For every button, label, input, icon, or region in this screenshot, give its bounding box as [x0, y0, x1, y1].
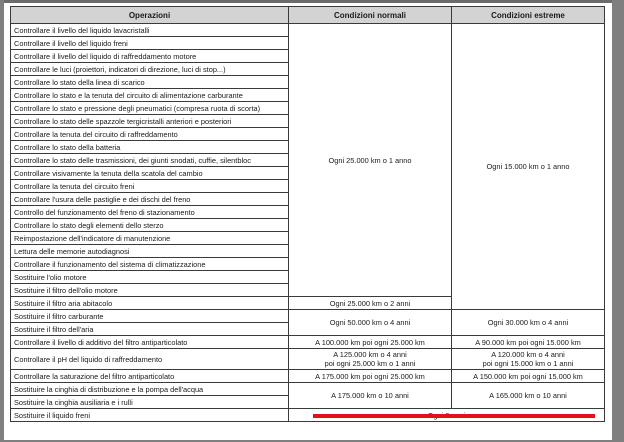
table-row — [11, 383, 605, 396]
operation-cell: Controllare lo stato e pressione degli pneumatici (compresa ruota di scorta) — [11, 102, 289, 115]
interval-normal-cell: A 100.000 km poi ogni 25.000 km — [289, 336, 452, 349]
operation-cell: Controllare lo stato degli elementi dello sterzo — [11, 219, 289, 232]
header-row — [11, 7, 605, 24]
interval-line: poi ogni 25.000 km o 1 anni — [324, 359, 416, 368]
operation-cell: Controllare visivamente la tenuta della scatola del cambio — [11, 167, 289, 180]
header-operations: Operazioni — [11, 7, 289, 24]
operation-cell: Controllo del funzionamento del freno di stazionamento — [11, 206, 289, 219]
interval-normal-cell: Ogni 25.000 km o 2 anni — [289, 297, 452, 310]
interval-normal-cell — [289, 349, 452, 370]
operation-cell: Controllare il pH del liquido di raffreddamento — [11, 349, 289, 370]
operation-cell: Sostituire il filtro dell'olio motore — [11, 284, 289, 297]
header-normal-conditions: Condizioni normali — [289, 7, 452, 24]
interval-normal-cell: Ogni 50.000 km o 4 anni — [289, 310, 452, 336]
operation-cell: Controllare la tenuta del circuito freni — [11, 180, 289, 193]
interval-extreme-cell: Ogni 30.000 km o 4 anni — [452, 310, 605, 336]
operation-cell: Sostituire la cinghia ausiliaria e i rulli — [11, 396, 289, 409]
table-row — [11, 349, 605, 370]
operation-cell: Controllare lo stato delle trasmissioni, dei giunti snodati, cuffie, silentbloc — [11, 154, 289, 167]
operation-cell: Controllare lo stato delle spazzole tergicristalli anteriori e posteriori — [11, 115, 289, 128]
operation-cell: Reimpostazione dell'indicatore di manutenzione — [11, 232, 289, 245]
operation-cell: Controllare il livello del liquido freni — [11, 37, 289, 50]
top-edge — [4, 0, 612, 3]
table-row — [11, 24, 605, 37]
operation-cell: Controllare la tenuta del circuito di raffreddamento — [11, 128, 289, 141]
interval-line: A 125.000 km o 4 anni — [333, 350, 407, 359]
interval-extreme-cell: A 165.000 km o 10 anni — [452, 383, 605, 409]
operation-cell: Sostituire la cinghia di distribuzione e la pompa dell'acqua — [11, 383, 289, 396]
operation-cell: Sostituire il liquido freni — [11, 409, 289, 422]
operation-cell: Sostituire il filtro carburante — [11, 310, 289, 323]
interval-extreme-cell: A 150.000 km poi ogni 15.000 km — [452, 370, 605, 383]
operation-cell: Sostituire l'olio motore — [11, 271, 289, 284]
operation-cell: Controllare l'usura delle pastiglie e dei dischi del freno — [11, 193, 289, 206]
table-row — [11, 370, 605, 383]
interval-line: poi ogni 15.000 km o 1 anni — [482, 359, 574, 368]
operation-cell: Controllare il livello del liquido lavacristalli — [11, 24, 289, 37]
interval-extreme-cell: Ogni 15.000 km o 1 anno — [452, 24, 605, 310]
operation-cell: Sostituire il filtro aria abitacolo — [11, 297, 289, 310]
interval-normal-cell: Ogni 25.000 km o 1 anno — [289, 24, 452, 297]
interval-line: A 120.000 km o 4 anni — [491, 350, 565, 359]
highlight-underline — [313, 414, 595, 418]
interval-extreme-cell: A 90.000 km poi ogni 15.000 km — [452, 336, 605, 349]
operation-cell: Controllare la saturazione del filtro antiparticolato — [11, 370, 289, 383]
operation-cell: Controllare le luci (proiettori, indicatori di direzione, luci di stop...) — [11, 63, 289, 76]
operation-cell: Controllare lo stato e la tenuta del circuito di alimentazione carburante — [11, 89, 289, 102]
operation-cell: Controllare il livello di additivo del filtro antiparticolato — [11, 336, 289, 349]
table-row — [11, 336, 605, 349]
interval-normal-cell: A 175.000 km o 10 anni — [289, 383, 452, 409]
table-row — [11, 310, 605, 323]
header-extreme-conditions: Condizioni estreme — [452, 7, 605, 24]
operation-cell: Lettura delle memorie autodiagnosi — [11, 245, 289, 258]
operation-cell: Controllare lo stato della batteria — [11, 141, 289, 154]
document-page — [4, 0, 612, 440]
operation-cell: Controllare lo stato della linea di scarico — [11, 76, 289, 89]
operation-cell: Controllare il livello del liquido di raffreddamento motore — [11, 50, 289, 63]
interval-extreme-cell — [452, 349, 605, 370]
interval-normal-cell: A 175.000 km poi ogni 25.000 km — [289, 370, 452, 383]
operation-cell: Controllare il funzionamento del sistema di climatizzazione — [11, 258, 289, 271]
operation-cell: Sostituire il filtro dell'aria — [11, 323, 289, 336]
maintenance-table — [10, 6, 605, 422]
